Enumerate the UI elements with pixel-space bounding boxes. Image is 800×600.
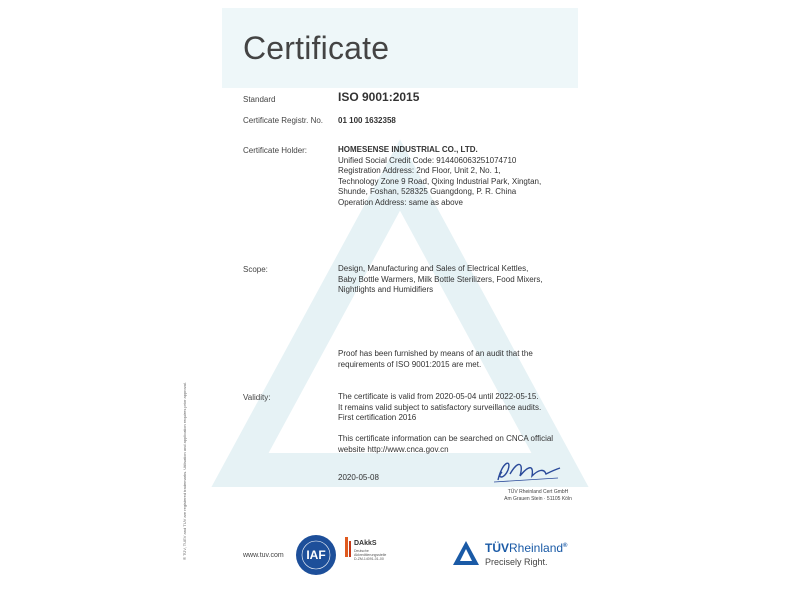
iaf-text: IAF (306, 548, 326, 562)
validity-label: Validity: (243, 393, 271, 402)
scope-line: Design, Manufacturing and Sales of Electrical Kettles, (338, 264, 529, 273)
tuv-rheinland-brand (485, 541, 567, 555)
validity-line: It remains valid subject to satisfactory surveillance audits. (338, 402, 542, 412)
search-line: This certificate information can be searched on CNCA official (338, 434, 554, 443)
holder-label: Certificate Holder: (243, 146, 308, 155)
dakks-subtext (354, 549, 386, 561)
registration-value: 01 100 1632358 (338, 116, 396, 125)
validity-block (338, 392, 541, 424)
holder-line: Operation Address: same as above (338, 197, 463, 207)
brand-rheinland: Rheinland (509, 541, 564, 555)
holder-line: Shunde, Foshan, 528325 Guangdong, P. R. China (338, 187, 517, 196)
standard-value: ISO 9001:2015 (338, 90, 420, 104)
website-link[interactable]: www.tuv.com (243, 552, 284, 559)
iaf-logo (294, 533, 338, 577)
issuer-block (490, 489, 586, 503)
holder-block (338, 145, 541, 208)
holder-line: Registration Address: 2nd Floor, Unit 2, No. 1, (338, 166, 501, 175)
dakks-sub-line: Akkreditierungsstelle (354, 553, 387, 557)
dakks-sub-line: D-ZM-14091-01-00 (354, 557, 384, 561)
dakks-sub-line: Deutsche (354, 549, 369, 553)
registration-label: Certificate Registr. No. (243, 116, 324, 125)
tuv-triangle-icon (452, 540, 480, 566)
tagline: Precisely Right. (485, 557, 548, 567)
search-line: website http://www.cnca.gov.cn (338, 444, 449, 454)
holder-line: Technology Zone 9 Road, Qixing Industrial Park, Xingtan, (338, 176, 542, 186)
trademark-note: ® TÜV, TUEV and TUV are registered trademarks. Utilisation and application requires prior approval. (182, 382, 187, 560)
standard-label: Standard (243, 95, 276, 104)
proof-line: Proof has been furnished by means of an audit that the (338, 349, 533, 358)
issuer-line: TÜV Rheinland Cert GmbH (507, 489, 569, 495)
signature-image (488, 452, 568, 488)
issue-date: 2020-05-08 (338, 473, 379, 482)
holder-line: Unified Social Credit Code: 914406063251074710 (338, 155, 517, 165)
proof-block (338, 349, 533, 370)
brand-tuv: TÜV (485, 541, 509, 555)
scope-label: Scope: (243, 265, 268, 274)
proof-line: requirements of ISO 9001:2015 are met. (338, 359, 482, 369)
dakks-logo-text: DAkkS (354, 540, 377, 547)
scope-block (338, 264, 543, 296)
scope-line: Baby Bottle Warmers, Milk Bottle Sterilizers, Food Mixers, (338, 274, 543, 284)
issuer-line: Am Grauen Stein · 51105 Köln (504, 496, 572, 502)
validity-line: First certification 2016 (338, 413, 417, 422)
scope-line: Nightlights and Humidifiers (338, 285, 434, 294)
brand-reg: ® (563, 543, 568, 549)
holder-name: HOMESENSE INDUSTRIAL CO., LTD. (338, 145, 478, 154)
dakks-mark (345, 537, 353, 557)
validity-line: The certificate is valid from 2020-05-04 until 2022-05-15. (338, 392, 539, 401)
page-title: Certificate (243, 30, 390, 66)
